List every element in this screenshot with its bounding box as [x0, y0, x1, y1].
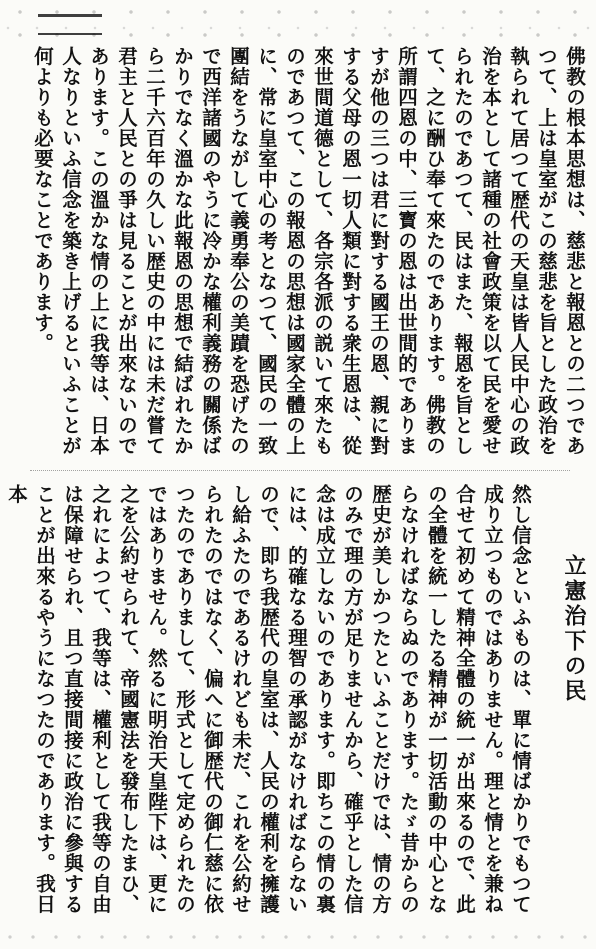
section-divider	[30, 470, 570, 471]
scan-noise-bottom	[0, 927, 596, 949]
page-number-mark	[38, 14, 102, 35]
section-heading: 立憲治下の民	[561, 554, 587, 704]
upper-paragraph: 佛教の根本思想は、慈悲と報恩との二つであつて、上は皇室がこの慈悲を旨とした政治を執られて居つて歴代の天皇は皆人民中心の政治を本として諸種の社會政策を以て民を愛せられたのであつて、民はまた、報恩を旨として、之に酬ひ奉て來たのであります。佛教の所謂四恩の中、三寳の恩は出世間的でありますが他の三つは君に對する國王の恩、親に對する父母の恩一切人類に對する衆生恩は、從來世間道德として、各宗各派の説いて來たものであつて、この報恩の思想は國家全體の上に、常に皇室中心の考となつて、國民の一致團結をうながして義勇奉公の美蹟を恐げたので西洋諸國のやうに冷かな權利義務の關係ばかりでなく溫かな此報恩の思想で結ばれたから二千六百年の久しい歴史の中には未だ嘗て君主と人民との爭は見ることが出來ないのであります。この溫かな情の上に我等は、日本人なりといふ信念を築き上げるといふことが何よりも必要なことであります。	[31, 46, 586, 456]
lower-text-block	[5, 484, 588, 924]
upper-text-block	[31, 46, 588, 456]
lower-paragraph: 然し信念といふものは、單に情ばかりでもつて成り立つものではありません。理と情とを兼ね合せて初めて精神全體の統一が出來るので、此の全體を統一したる精神が一切活動の中心とならなければならぬのであります。たゞ昔からの歴史が美しかつたといふことだけでは、情の方のみで理の方が足りませんから、確乎とした信念は成立しないのであります。即ちこの情の裏には、的確なる理智の承認がなければならないので、即ち我歴代の皇室は、人民の權利を擁護し給ふたのであるけれども未だ、これを公約せられたのではなく、偏へに御歴代の御仁慈に依つたのでありまして、形式として定められたのではありません。然るに明治天皇陛下は、更に之を公約せられて、帝國憲法を發布したまひ、之れによつて、我等は、權利として我等の自由は保障せられ、且つ直接間接に政治に參與することが出來るやうになつたのであります。我日本	[5, 484, 532, 915]
